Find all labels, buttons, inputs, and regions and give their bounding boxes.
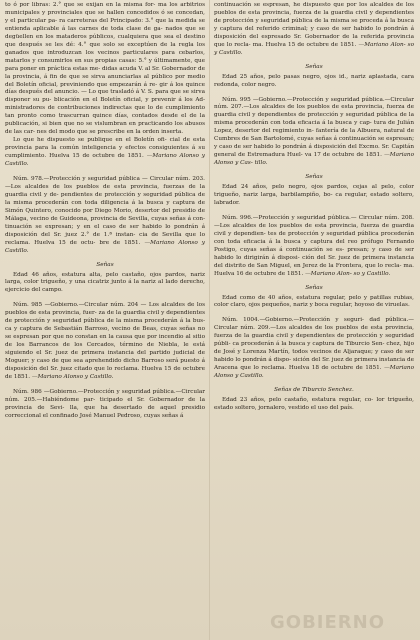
description: Edad 25 años, pelo pasas negro, ojos id., nariz aplastada, cara redonda, color negro. xyxy=(214,73,414,88)
notice-996: Núm. 996.—Protección y seguridad pública.— Circular núm. 208.—Los alcaldes de los pueblos de esta provincia, fuerza de guardia civil y dependien- tes de protección y seguridad pública procederán con toda eficacia á la busca y captura del reo prófugo Fernando Postigo, cuyas señas á continuación se es- presan; y caso de ser habido lo dirigirán á disposi- ción del Sr. juez de primera instancia del distrito de San Miguel, en Jerez de la Frontera, que lo recla- ma. Huelva 16 de octubre de 1851. —Mariano Alon- so y Castillo. xyxy=(214,214,414,277)
signature: —Mariano Alonso y Castillo. xyxy=(31,373,114,380)
notice-978: Núm. 978.—Protección y seguridad pública — Circular núm. 203. —Los alcaldes de los pueblos de esta provincia, fuerzas de la guardia civil y de- pendientes de protección y seguridad pública de la misma procederán con toda diligencia á la busca y captura de Simón Quintero, conocido por Diego Morio, desertor del presidio de Málaga, vecino de Guideona, provincia de Sevilla, cuyas señas á con- tinuación se expresan; y en el caso de ser habido lo pondrán á disposición del Sr. juez 2.° de 1.ª instan- cia de Sevilla que lo reclama. Huelva 15 de octu- bre de 1851. —Mariano Alonso y Castillo. xyxy=(5,176,205,254)
watermark-stamp: GOBIERNO xyxy=(270,612,386,633)
signature: —Mariano Alonso y Castillo. xyxy=(5,153,205,168)
description: Edad 24 años, pelo negro, ojos pardos, cejas al pelo, color trigueño, nariz larga, barbilampiño, bo- ca regular, estado soltero, labrador. xyxy=(214,184,414,206)
signature: —Mariano Alonso y Castillo. xyxy=(5,239,205,254)
signature: —Mariano Alonso y Cas- tillo. xyxy=(214,152,415,167)
senas-heading: Señas de Tiburcio Senchez. xyxy=(274,387,354,394)
notice-995: Núm. 995 —Gobierno.—Protección y seguridad pública.—Circular núm. 207.—Los alcaldes de los pueblos de esta provincia, fuerza de guardia civil y dependientes de protección y seguridad pública de la misma procederán con toda eficacia á la busca y cap- tura de Julián Lopez, desertor del regimiento in- fantería de la Albuera, natural de Cumbres de San Bartolomé, cuyas señas á continuación se espresan; y caso de ser habido lo pondrán á disposición del Excmo. Sr. Capitán general de Estremadura Huel- va 17 de octubre de 1851. —Mariano Alonso y Cas- tillo. xyxy=(214,96,415,167)
notice-986: Núm. 986 —Gobierno.—Protección y seguridad pública.—Circular núm. 205.—Habiéndome par- ticipado el Sr. Gobernador de la provincia de Sevi- lla, que ha desertado de aquel presidio correccional el confinado José Manuel Pedroso, cuyas señas á xyxy=(5,388,205,419)
column-divider xyxy=(209,0,210,640)
senas-heading: Señas xyxy=(96,261,114,268)
senas-heading: Señas xyxy=(305,284,323,291)
description: Edad 46 años, estatura alta, pelo castaño, ojos pardos, nariz larga, color trigueño, y una cicatriz junto á la nariz al lado derecho, ejercicio del campo. xyxy=(5,271,205,294)
left-column xyxy=(5,2,205,421)
notice-985: Núm. 985 —Gobierno.—Circular núm. 204 — Los alcaldes de los pueblos de esta provincia, fuer- za de la guardia civil y dependientes de protección y seguridad pública de la misma procederán á la bus- ca y captura de Sebastián Barroso, vecino de Beas, cuyas señas no se espresan por que no constan en la causa que por incendio al sitio de los Barrancos de los Cercados, término de Niebla, le está siguiendo el Sr. juez de primera instancia del partido judicial de Moguer; y caso de que sea aprehendido dicho Barroso será puesto á disposición del Sr. juez citado que lo reclama. Huelva 15 de octubre de 1851. —Mariano Alonso y Castillo. xyxy=(5,302,205,380)
description: Edad como de 40 años, estatura regular, pelo y patillas rubias, color claro, ojos pequeños, nariz y boca regular, hoyoso de viruelas. xyxy=(214,294,414,309)
paragraph: Lo que he dispuesto se publique en el Boletín ofi- cial de esta provincia para la común inteligencia y efectos consiguientes á su cumplimiento. Huelva 15 de octubre de 1851. —Mariano Alonso y Castillo. xyxy=(5,137,205,168)
notice-1004: Núm. 1004.—Gobierno.—Protección y seguri- dad pública.—Circular núm. 209.—Los alcaldes de los pueblos de esta provincia, fuerza de la guardia civil y dependientes de protección y seguridad públi- ca procederán á la busca y captura de Tiburcio Sen- chez, hijo de José y Lorenza Martín, todos vecinos de Aljaraque; y caso de ser habido lo pondrán á dispo- sición del Sr. juez de primera instancia de Aracena que lo reclama. Huelva 18 de octubre de 1851. —Mariano Alonso y Castillo. xyxy=(214,317,415,380)
senas-heading: Señas xyxy=(305,63,323,70)
senas-heading: Señas xyxy=(305,174,323,181)
signature: —Mariano Alonso y Castillo. xyxy=(214,365,415,380)
signature: —Mariano Alon- so y Castillo. xyxy=(305,270,391,277)
right-column xyxy=(214,2,414,413)
signature: —Mariano Alon- so y Castillo. xyxy=(214,41,415,56)
paragraph: to ó por libras: 2.° que se exijan en la misma for- ma los arbitrios municipales y provinciales que se hallen concedidos ó se concedan, y el particular pa- ra carreteras del Principado: 3.° que la medida se entienda aplicable á las carnes de toda clase de ga- nados que se degüellen en los mataderos públicos, cualquiera que sea el destino que después se les dé: 4.° que solo se exceptúen de la regla los ganados que introduzcan los vecinos particulares para cebarlos, matarlos y consumirlos en sus propias casas: 5.° y últimamente, que para poner en práctica estas me- didas acuda V. al Sr. Gobernador de la provincia, á fin de que se sirva anunciarlas al público por medio del Boletín oficial, previniendo que empezarán á re- gir á los quince días después del anuncio. — Lo que trasladó á V. S. para que se sirva disponer su pu- blicación en el Boletín oficial, y prevenir á los Ad- ministradores de contribuciones indirectas que lo de cumplimiento tan pronto como trascurran quince días, contados desde el de la publicación, si bien que no se vislumbran en practicando los abusos de las car- nes del modo que se prescribe en la orden inserta. xyxy=(5,2,205,136)
description: Edad 23 años, pelo castaño, estatura regular, co- lor trigueño, estado soltero, jornalero, vestido el uso del país. xyxy=(214,396,414,411)
paragraph: continuación se espresan, he dispuesto que por los alcaldes de los pueblos de esta provincia, fuerza de la guardia civil y dependientes de protección y seguridad pública de la misma se proceda á la busca y captura del referido criminal; y caso de ser habido lo pondrán á disposición del espresado Sr. Gobernador de la referida provincia que lo recla- ma. Huelva 15 de octubre de 1851. —Mariano Alon- so y Castillo. xyxy=(214,2,415,56)
